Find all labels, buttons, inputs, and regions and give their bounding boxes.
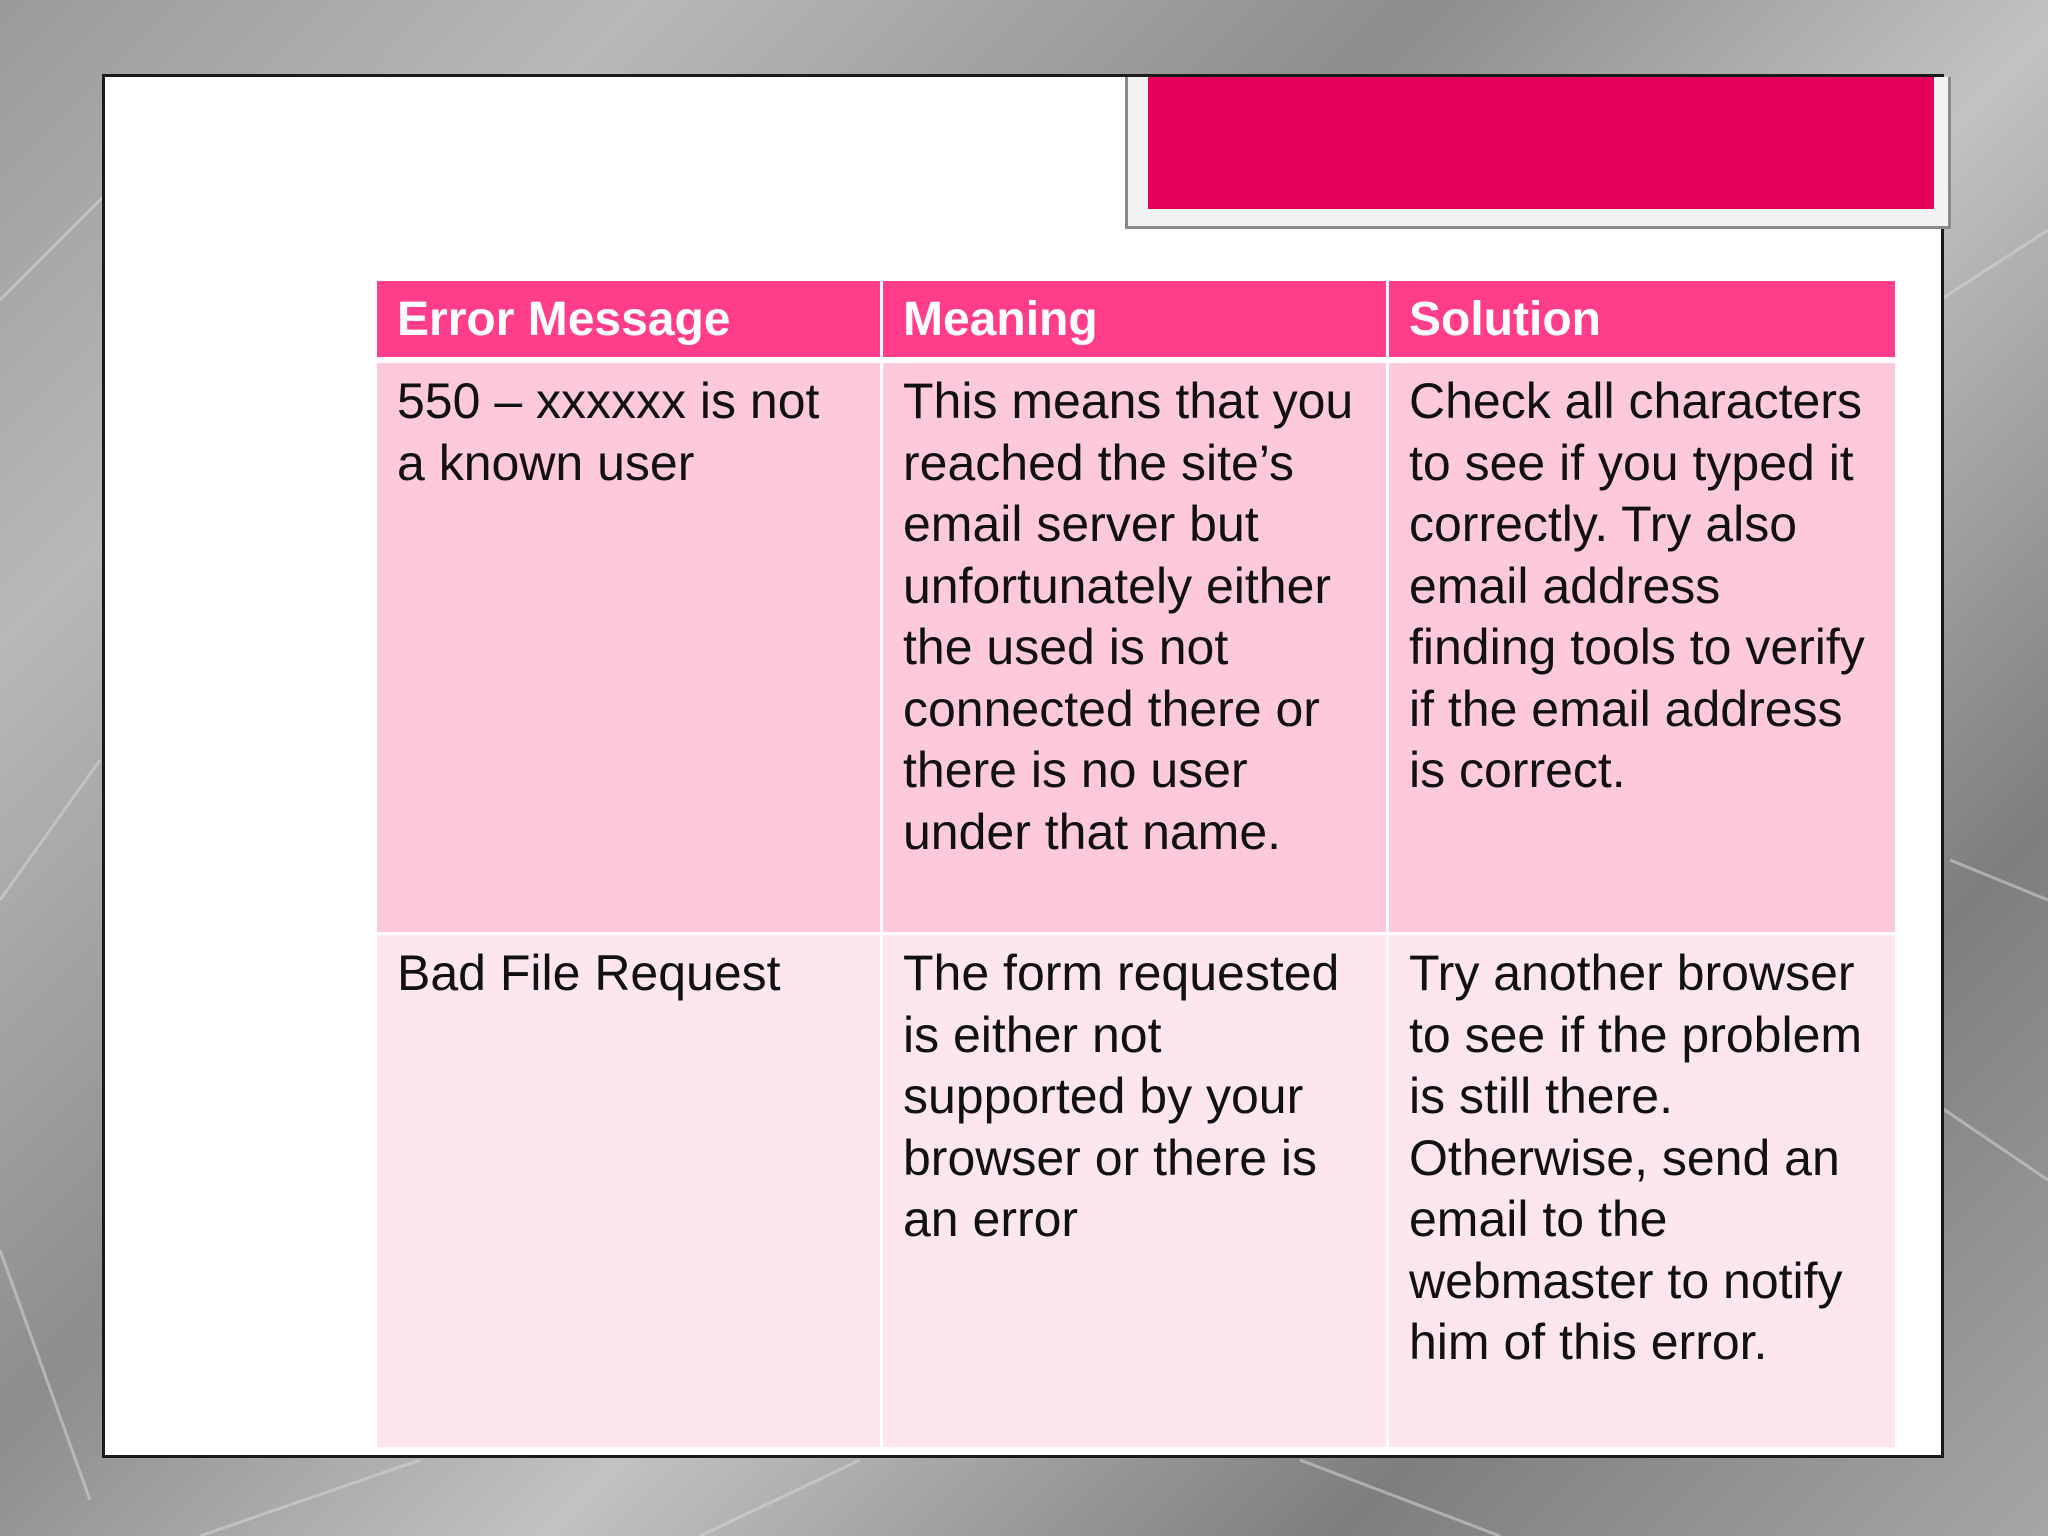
cell-solution: Try another browser to see if the problem is still there. Otherwise, send an email to the webmaster to notify him of this error. — [1389, 935, 1895, 1450]
cell-solution: Check all characters to see if you typed it correctly. Try also email address finding tools to verify if the email address is correct. — [1389, 363, 1895, 935]
table-row — [377, 363, 1895, 935]
title-bar — [1148, 77, 1934, 209]
header-meaning: Meaning — [883, 281, 1389, 363]
header-solution: Solution — [1389, 281, 1895, 363]
cell-meaning: This means that you reached the site’s email server but unfortunately either the used is not connected there or there is no user under that name. — [883, 363, 1389, 935]
table-row — [377, 935, 1895, 1450]
cell-error-message: 550 – xxxxxx is not a known user — [377, 363, 883, 935]
title-placeholder-frame — [1125, 77, 1951, 229]
error-table — [377, 281, 1895, 1450]
cell-error-message: Bad File Request — [377, 935, 883, 1450]
header-error-message: Error Message — [377, 281, 883, 363]
slide — [102, 74, 1944, 1458]
cell-meaning: The form requested is either not supported by your browser or there is an error — [883, 935, 1389, 1450]
table-header-row — [377, 281, 1895, 363]
